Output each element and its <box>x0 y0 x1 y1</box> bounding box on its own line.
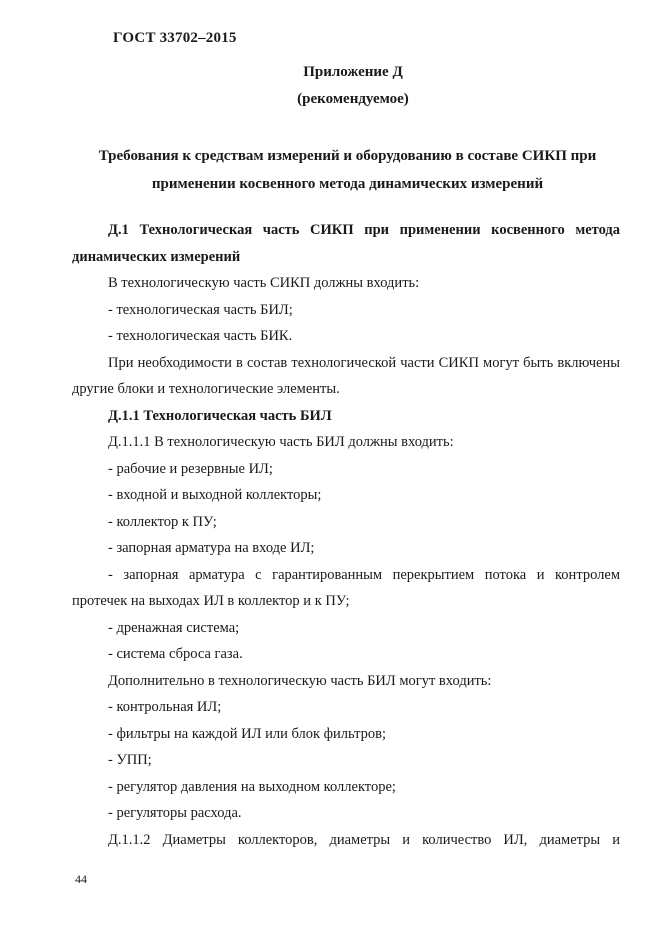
appendix-title: Приложение Д <box>303 64 403 80</box>
list-item: - регуляторы расхода. <box>108 805 242 821</box>
section-title: Требования к средствам измерений и оборудованию в составе СИКП при применении косвенного метода динамических измерений <box>98 148 597 192</box>
list-item: - коллектор к ПУ; <box>108 513 217 530</box>
list-item: - входной и выходной коллекторы; <box>108 487 322 503</box>
paragraph: Д.1.1.1 В технологическую часть БИЛ должны входить: <box>108 434 454 450</box>
subsection-heading: Д.1.1 Технологическая часть БИЛ <box>108 407 332 424</box>
list-item: - рабочие и резервные ИЛ; <box>108 460 273 477</box>
list-item: - запорная арматура с гарантированным перекрытием потока и контролем протечек на выходах ИЛ в коллектор и к ПУ; <box>72 566 620 609</box>
page-number: 44 <box>75 872 87 886</box>
document-code: ГОСТ 33702–2015 <box>113 30 237 46</box>
list-item: - технологическая часть БИЛ; <box>108 301 293 318</box>
list-item: - контрольная ИЛ; <box>108 699 222 715</box>
list-item: - регулятор давления на выходном коллекторе; <box>108 778 396 795</box>
list-item: - фильтры на каждой ИЛ или блок фильтров; <box>108 725 386 742</box>
paragraph: В технологическую часть СИКП должны входить: <box>108 275 420 291</box>
paragraph: Д.1.1.2 Диаметры коллекторов, диаметры и количество ИЛ, диаметры и <box>108 831 620 848</box>
section-heading: Д.1 Технологическая часть СИКП при применении косвенного метода динамических измерений <box>72 222 620 265</box>
list-item: - запорная арматура на входе ИЛ; <box>108 540 315 556</box>
list-item: - УПП; <box>108 752 152 768</box>
list-item: - система сброса газа. <box>108 646 243 662</box>
paragraph: При необходимости в состав технологической части СИКП могут быть включены другие блоки и технологические элементы. <box>72 354 620 397</box>
paragraph: Дополнительно в технологическую часть БИЛ могут входить: <box>108 672 492 689</box>
list-item: - технологическая часть БИК. <box>108 328 293 344</box>
appendix-subtitle: (рекомендуемое) <box>297 91 409 107</box>
list-item: - дренажная система; <box>108 619 240 636</box>
document-body <box>72 217 620 853</box>
